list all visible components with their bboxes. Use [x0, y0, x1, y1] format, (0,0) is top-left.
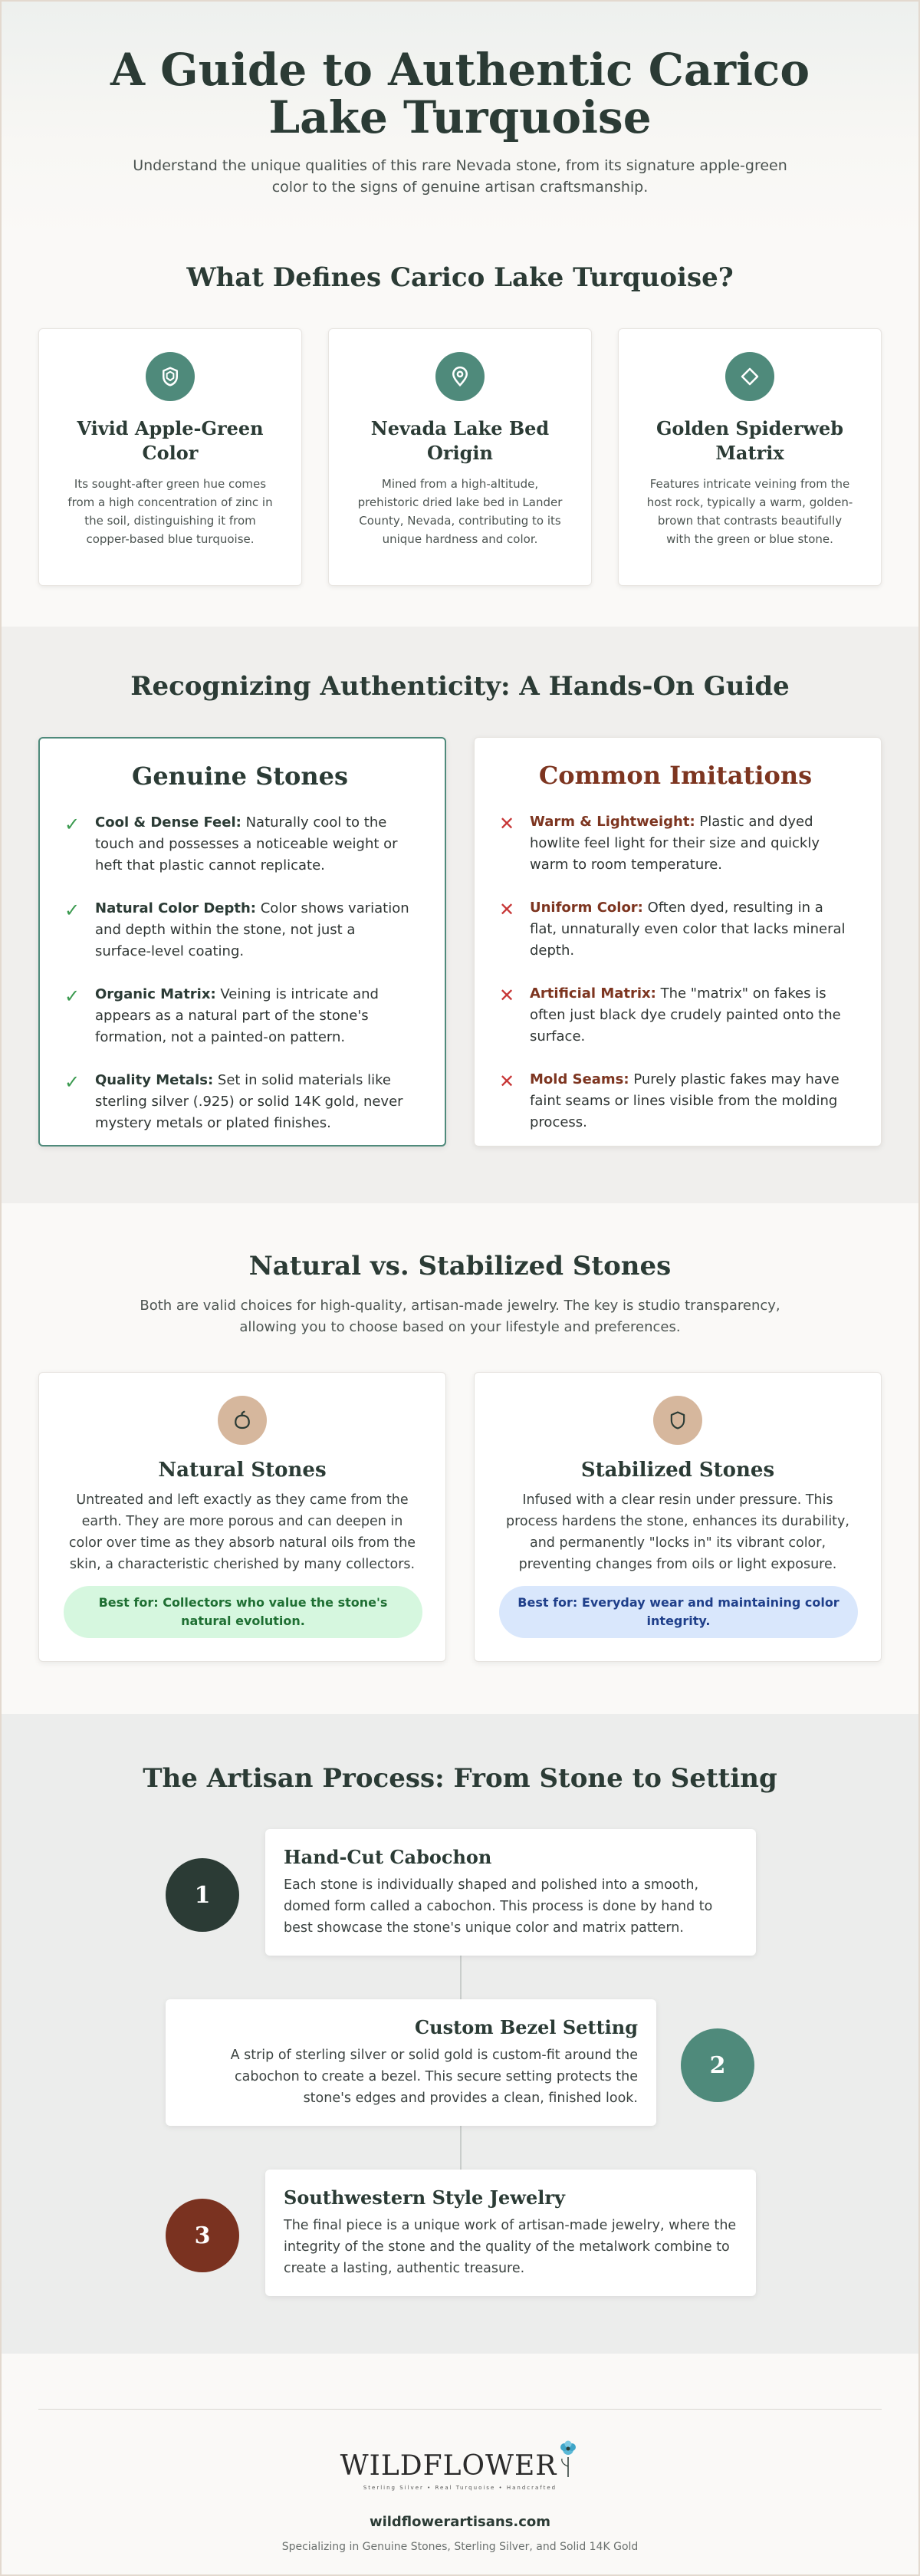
item-label: Mold Seams: — [530, 1071, 629, 1087]
item-text: Veining is intricate and appears as a natural part of the stone's formation, not a painted-on pattern. — [95, 986, 379, 1045]
imitations-card — [474, 737, 882, 1147]
step-title: Southwestern Style Jewelry — [284, 2186, 565, 2209]
logo-wordmark: WILDFLOWER — [340, 2450, 557, 2482]
defines-section — [2, 239, 918, 627]
stabilized-best-for: Best for: Everyday wear and maintaining color integrity. — [499, 1586, 858, 1638]
genuine-title: Genuine Stones — [131, 762, 348, 791]
item-label: Organic Matrix: — [95, 986, 216, 1002]
item-label: Uniform Color: — [530, 900, 643, 916]
defines-title: What Defines Carico Lake Turquoise? — [186, 262, 734, 293]
item-text: Purely plastic fakes may have faint seams or lines visible from the molding process. — [530, 1071, 840, 1130]
feature-title: Vivid Apple-Green Color — [77, 417, 264, 464]
stabilized-columns — [38, 1372, 882, 1662]
process-title: The Artisan Process: From Stone to Setting — [143, 1763, 777, 1794]
step-title: Hand-Cut Cabochon — [284, 1846, 492, 1868]
brand-logo — [340, 2440, 580, 2491]
item-label: Quality Metals: — [95, 1072, 214, 1088]
item-label: Warm & Lightweight: — [530, 814, 695, 830]
diamond-icon — [725, 352, 774, 401]
item-text: The "matrix" on fakes is often just black dye crudely painted onto the surface. — [530, 985, 841, 1045]
defines-cards — [38, 328, 882, 586]
authenticity-columns — [38, 737, 882, 1147]
step-card-1 — [265, 1829, 756, 1956]
feature-text: Its sought-after green hue comes from a high concentration of zinc in the soil, distinguishing it from copper-based blue turquoise. — [67, 477, 273, 546]
flower-icon — [557, 2440, 580, 2482]
logo-tagline: Sterling Silver • Real Turquoise • Handcrafted — [363, 2485, 557, 2491]
check-icon: ✓ — [64, 814, 80, 835]
item-text: Set in solid materials like sterling silver (.925) or solid 14K gold, never mystery metals or plated finishes. — [95, 1072, 403, 1131]
item-text: Plastic and dyed howlite feel light for their size and quickly warm to room temperature. — [530, 814, 820, 873]
gem-shield-icon — [146, 352, 195, 401]
check-icon: ✓ — [64, 985, 80, 1007]
feature-card-color — [38, 328, 302, 586]
step-number-2: 2 — [681, 2028, 754, 2102]
item-label: Cool & Dense Feel: — [95, 814, 242, 831]
x-icon: ✕ — [499, 1071, 515, 1092]
feature-title: Nevada Lake Bed Origin — [370, 417, 550, 464]
hero-section — [2, 2, 918, 239]
step-text: Each stone is individually shaped and polished into a smooth, domed form called a cabochon. This process is done by hand to best showcase the stone's unique color and matrix pattern. — [284, 1877, 713, 1936]
imitation-item — [499, 1069, 852, 1133]
map-pin-icon — [435, 352, 485, 401]
footer-divider — [38, 2409, 882, 2410]
imitation-item — [499, 811, 852, 876]
step-text: A strip of sterling silver or solid gold is custom-fit around the cabochon to create a bezel. This secure setting protects the stone's edges and provides a clean, finished look. — [230, 2048, 638, 2106]
stabilized-section — [2, 1203, 918, 1714]
x-icon: ✕ — [499, 813, 515, 834]
genuine-item — [64, 898, 416, 962]
page-subtitle: Understand the unique qualities of this rare Nevada stone, from its signature apple-green color to the signs of genuine artisan craftsmanship. — [133, 157, 787, 196]
imitations-title: Common Imitations — [538, 761, 813, 790]
authenticity-title: Recognizing Authenticity: A Hands-On Guide — [130, 671, 790, 702]
process-section — [2, 1714, 918, 2354]
shield-icon — [653, 1396, 702, 1445]
stone-icon — [218, 1396, 267, 1445]
feature-card-origin — [328, 328, 592, 586]
website-link[interactable]: wildflowerartisans.com — [369, 2514, 551, 2530]
feature-text: Mined from a high-altitude, prehistoric dried lake bed in Lander County, Nevada, contributing to its unique hardness and color. — [357, 477, 563, 546]
genuine-item — [64, 984, 416, 1048]
natural-card — [38, 1372, 446, 1662]
specialty-text: Specializing in Genuine Stones, Sterling Silver, and Solid 14K Gold — [281, 2541, 639, 2553]
natural-title: Natural Stones — [158, 1459, 327, 1482]
feature-card-matrix — [618, 328, 882, 586]
page-title: A Guide to Authentic Carico Lake Turquoise — [110, 44, 810, 143]
stabilized-card — [474, 1372, 882, 1662]
check-icon: ✓ — [64, 900, 80, 921]
step-title: Custom Bezel Setting — [415, 2016, 638, 2038]
item-text: Naturally cool to the touch and possesses a noticeable weight or heft that plastic cannot replicate. — [95, 814, 398, 873]
imitation-item — [499, 983, 852, 1048]
step-card-2 — [166, 1999, 656, 2126]
feature-title: Golden Spiderweb Matrix — [656, 417, 844, 464]
stabilized-card-title: Stabilized Stones — [580, 1459, 775, 1482]
step-number-3: 3 — [166, 2199, 239, 2272]
item-text: Color shows variation and depth within the stone, not just a surface-level coating. — [95, 900, 409, 959]
genuine-item — [64, 812, 416, 877]
check-icon: ✓ — [64, 1071, 80, 1093]
footer — [2, 2354, 918, 2576]
authenticity-section — [2, 627, 918, 1203]
stabilized-title: Natural vs. Stabilized Stones — [248, 1251, 672, 1281]
x-icon: ✕ — [499, 899, 515, 920]
step-card-3 — [265, 2170, 756, 2296]
step-number-1: 1 — [166, 1858, 239, 1932]
stabilized-subtitle: Both are valid choices for high-quality, artisan-made jewelry. The key is studio transparency, allowing you to choose based on your lifestyle and preferences. — [140, 1298, 780, 1335]
genuine-card — [38, 737, 446, 1147]
step-text: The final piece is a unique work of artisan-made jewelry, where the integrity of the stone and the quality of the metalwork combine to create a lasting, authentic treasure. — [284, 2218, 737, 2276]
genuine-item — [64, 1070, 416, 1134]
stabilized-text: Infused with a clear resin under pressure. This process hardens the stone, enhances its durability, and permanently "locks in" its vibrant color, preventing changes from oils or light exposure. — [506, 1492, 849, 1572]
natural-text: Untreated and left exactly as they came from the earth. They are more porous and can deepen in color over time as they absorb natural oils from the skin, a characteristic cherished by many collectors. — [68, 1492, 416, 1572]
natural-best-for: Best for: Collectors who value the stone's natural evolution. — [64, 1586, 422, 1638]
item-label: Natural Color Depth: — [95, 900, 256, 916]
item-label: Artificial Matrix: — [530, 985, 656, 1002]
imitation-item — [499, 897, 852, 962]
process-timeline — [38, 1829, 882, 2320]
x-icon: ✕ — [499, 985, 515, 1006]
feature-text: Features intricate veining from the host rock, typically a warm, golden-brown that contrasts beautifully with the green or blue stone. — [646, 477, 853, 546]
item-text: Often dyed, resulting in a flat, unnaturally even color that lacks mineral depth. — [530, 900, 846, 959]
